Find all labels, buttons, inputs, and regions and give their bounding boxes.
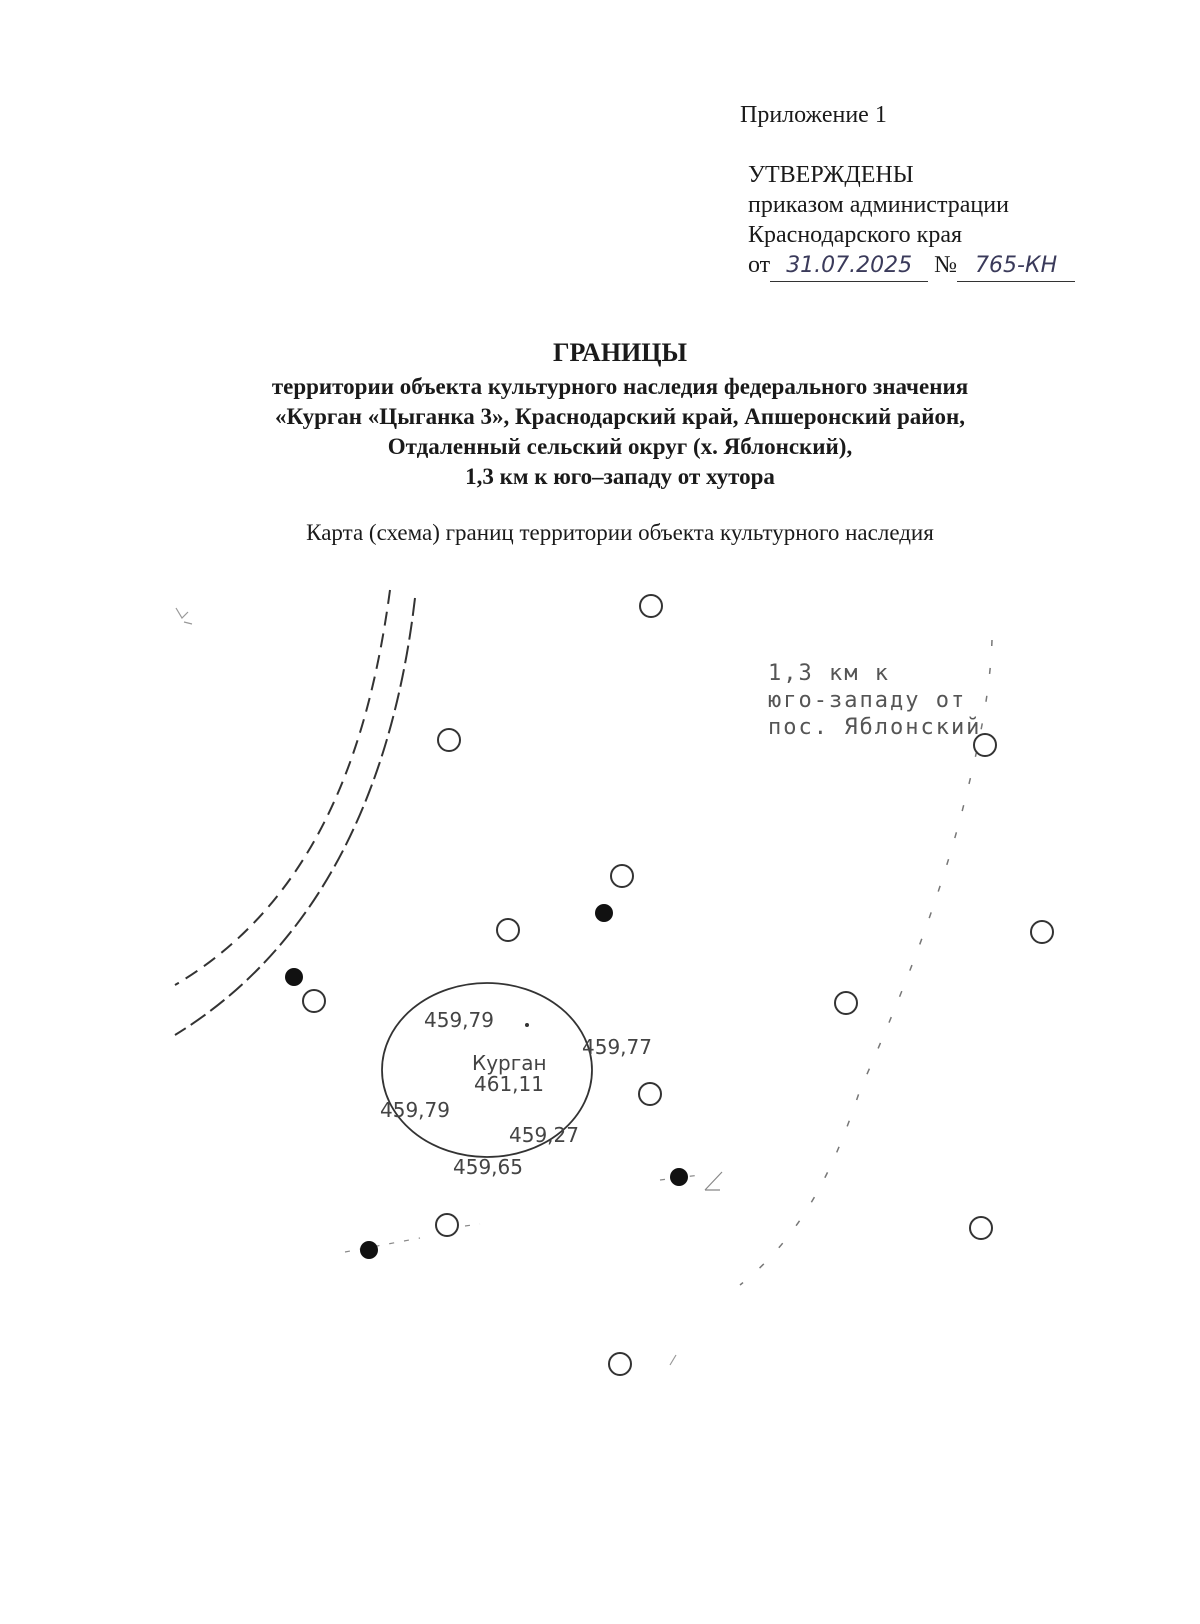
title-line-2: «Курган «Цыганка 3», Краснодарский край, Апшеронский район, bbox=[274, 404, 966, 429]
appendix-label: Приложение 1 bbox=[740, 102, 887, 128]
survey-marker bbox=[611, 865, 633, 887]
filled-point bbox=[360, 1241, 378, 1259]
field-boundary-stub bbox=[705, 1172, 722, 1190]
title-line-4: 1,3 км к юго–западу от хутора bbox=[465, 464, 775, 489]
survey-marker bbox=[835, 992, 857, 1014]
title-main: ГРАНИЦЫ bbox=[552, 338, 688, 367]
elevation-left: 459,79 bbox=[380, 1098, 450, 1122]
mound-name-label: Курган bbox=[472, 1051, 547, 1075]
approved-heading: УТВЕРЖДЕНЫ bbox=[748, 162, 914, 188]
map-caption: Карта (схема) границ территории объекта культурного наследия bbox=[306, 520, 934, 545]
approval-date: 31.07.2025 bbox=[770, 251, 928, 282]
elevation-bottom: 459,65 bbox=[453, 1155, 523, 1179]
minor-track bbox=[345, 1175, 700, 1252]
survey-marker bbox=[1031, 921, 1053, 943]
filled-point bbox=[285, 968, 303, 986]
survey-marker bbox=[609, 1353, 631, 1375]
location-note-line-1: 1,3 км к bbox=[768, 661, 890, 686]
date-prefix: от bbox=[748, 252, 771, 278]
title-line-1: территории объекта культурного наследия федерального значения bbox=[271, 374, 969, 399]
elevation-right: 459,77 bbox=[582, 1035, 652, 1059]
filled-point bbox=[595, 904, 613, 922]
survey-marker bbox=[640, 595, 662, 617]
elevation-center: 461,11 bbox=[474, 1072, 544, 1096]
approved-by-order: приказом администрации bbox=[748, 192, 1009, 218]
map-corner-mark bbox=[176, 608, 192, 624]
minor-tick bbox=[670, 1355, 676, 1365]
location-note-line-3: пос. Яблонский bbox=[768, 715, 982, 740]
mound-center-point bbox=[525, 1023, 529, 1027]
survey-marker bbox=[639, 1083, 661, 1105]
number-prefix: № bbox=[934, 252, 958, 278]
survey-marker bbox=[497, 919, 519, 941]
road-line-outer bbox=[175, 590, 390, 985]
approved-region: Краснодарского края bbox=[748, 222, 963, 248]
title-line-3: Отдаленный сельский округ (х. Яблонский), bbox=[387, 434, 853, 459]
location-note-line-2: юго-западу от bbox=[768, 688, 967, 713]
survey-marker bbox=[438, 729, 460, 751]
elevation-bottom-right: 459,27 bbox=[509, 1123, 579, 1147]
elevation-top-left: 459,79 bbox=[424, 1008, 494, 1032]
survey-marker bbox=[970, 1217, 992, 1239]
filled-point bbox=[670, 1168, 688, 1186]
approval-number: 765-КН bbox=[957, 251, 1075, 282]
survey-marker bbox=[303, 990, 325, 1012]
survey-marker bbox=[436, 1214, 458, 1236]
